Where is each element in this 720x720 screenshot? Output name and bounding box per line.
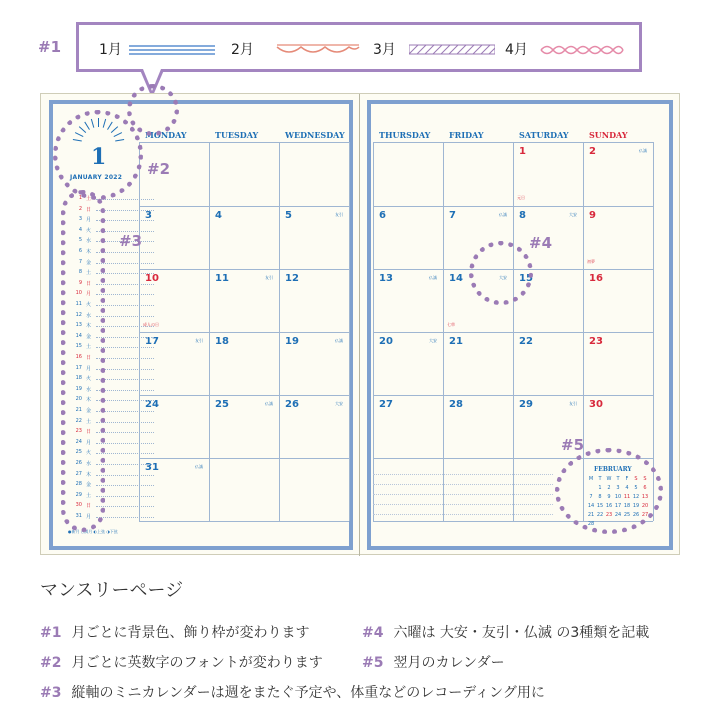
mini-day-weekday: 金: [86, 333, 92, 340]
date-6[interactable]: 6: [379, 210, 386, 221]
grid-line-h: [139, 458, 349, 459]
feature-3: #3 縦軸のミニカレンダーは週をまたぐ予定や、体重などのレコーディング用に: [40, 685, 545, 701]
mini-day-weekday: 月: [86, 365, 92, 372]
next-month-day: 21: [587, 512, 595, 518]
next-month-day: 7: [589, 494, 593, 500]
next-month-day: 10: [614, 494, 622, 500]
next-month-day: 27: [641, 512, 649, 518]
feature-4: #4 六曜は 大安・友引・仏滅 の3種類を記載: [362, 625, 650, 641]
date-14[interactable]: 14: [449, 273, 463, 284]
mini-day-weekday: 月: [86, 439, 92, 446]
mini-day-weekday: 月: [86, 514, 92, 520]
feature-1: #1 月ごとに背景色、飾り枠が変わります: [40, 625, 310, 641]
rokuyo-11: 友引: [265, 275, 273, 280]
callout-circle-4: [469, 241, 533, 305]
pink-loops-swatch: [539, 43, 625, 57]
note-9: 初夢: [587, 259, 595, 264]
rokuyo-17: 友引: [195, 338, 203, 343]
next-month-day: 19: [632, 503, 640, 509]
mini-day-number: 20: [75, 396, 82, 403]
date-25[interactable]: 25: [215, 399, 229, 410]
date-21[interactable]: 21: [449, 336, 463, 347]
date-30[interactable]: 30: [589, 399, 603, 410]
next-month-day: 17: [614, 503, 622, 509]
next-month-day: 20: [641, 503, 649, 509]
date-24[interactable]: 24: [145, 399, 159, 410]
mini-day-weekday: 木: [86, 323, 92, 330]
next-month-title: FEBRUARY: [594, 466, 632, 473]
mini-day-weekday: 火: [86, 450, 92, 457]
feature-2: #2 月ごとに英数字のフォントが変わります: [40, 655, 323, 671]
section-title: マンスリーページ: [40, 580, 184, 601]
grid-line-v: [209, 142, 210, 521]
date-5[interactable]: 5: [285, 210, 292, 221]
mini-day-number: 28: [75, 481, 82, 488]
next-month-day: 15: [596, 503, 604, 509]
next-month-weekday: T: [598, 476, 602, 482]
mini-day-number: 27: [75, 470, 82, 477]
note-line: [373, 514, 553, 515]
date-20[interactable]: 20: [379, 336, 393, 347]
mini-day-weekday: 土: [86, 344, 92, 351]
date-1[interactable]: 1: [519, 146, 526, 157]
date-2[interactable]: 2: [589, 146, 596, 157]
date-29[interactable]: 29: [519, 399, 533, 410]
grid-line-h: [139, 269, 349, 270]
mini-day-number: 26: [75, 460, 82, 466]
month-caption: JANUARY 2022: [70, 174, 123, 181]
rokuyo-26: 大安: [335, 401, 343, 406]
grid-line-v: [513, 142, 514, 521]
mini-day-weekday: 水: [86, 386, 92, 393]
mini-day-number: 1: [78, 195, 82, 201]
coral-swags-swatch: [275, 43, 361, 57]
mini-day-number: 14: [75, 332, 82, 339]
mini-day-number: 31: [75, 513, 82, 519]
mini-day-number: 4: [78, 226, 82, 233]
purple-hatch-swatch: [409, 43, 495, 57]
rokuyo-7: 仏滅: [499, 212, 507, 217]
mini-day-number: 19: [75, 385, 82, 392]
mini-day-weekday: 金: [86, 408, 92, 414]
note-line: [373, 504, 553, 505]
next-month-weekday: T: [616, 476, 620, 482]
next-month-day: 25: [623, 512, 631, 518]
note-line: [373, 494, 553, 495]
mini-day-number: 18: [75, 375, 82, 382]
holiday-10: 成人の日: [143, 322, 159, 327]
date-13[interactable]: 13: [379, 273, 393, 284]
callout-circle-2: [53, 110, 143, 200]
next-month-day: 3: [616, 485, 620, 491]
mini-day-number: 21: [75, 407, 82, 413]
weekday-header: FRIDAY: [449, 130, 484, 140]
date-11[interactable]: 11: [215, 273, 229, 284]
grid-line-h: [139, 521, 349, 522]
mini-day-weekday: 土: [86, 196, 92, 202]
mini-day-weekday: 火: [86, 376, 92, 383]
mini-day-weekday: 月: [86, 217, 92, 224]
next-month-day: 9: [607, 494, 611, 500]
rokuyo-19: 仏滅: [335, 338, 343, 343]
grid-line-h: [139, 332, 349, 333]
date-3[interactable]: 3: [145, 210, 152, 221]
rokuyo-14: 大安: [499, 275, 507, 280]
grid-line-v: [279, 142, 280, 521]
mini-day-weekday: 金: [86, 259, 92, 266]
mini-day-number: 7: [78, 258, 82, 265]
next-month-day: 11: [623, 494, 631, 500]
weekday-header: TUESDAY: [215, 130, 259, 140]
date-31[interactable]: 31: [145, 462, 159, 473]
next-month-day: 26: [632, 512, 640, 518]
legend-label-apr: 4月: [505, 42, 528, 58]
mini-day-weekday: 木: [86, 249, 92, 255]
date-15[interactable]: 15: [519, 273, 533, 284]
next-month-day: 16: [605, 503, 613, 509]
callout-tag-3: #3: [119, 232, 143, 250]
callout-circle-5: [555, 448, 663, 534]
mini-day-number: 3: [78, 216, 82, 223]
callout-tag-4: #4: [529, 234, 553, 252]
weekday-header: MONDAY: [145, 130, 187, 140]
mini-day-number: 24: [75, 438, 82, 445]
date-23[interactable]: 23: [589, 336, 603, 347]
next-month-weekday: F: [625, 476, 629, 482]
spine: [359, 94, 360, 556]
mini-day-number: 11: [75, 301, 82, 307]
mini-day-weekday: 金: [86, 482, 92, 489]
moon-phase-legend: ●新月 ○満月 ◐上弦 ◑下弦: [68, 529, 118, 534]
date-8[interactable]: 8: [519, 210, 526, 221]
note-line: [373, 484, 553, 485]
date-7[interactable]: 7: [449, 210, 456, 221]
next-month-weekday: S: [634, 476, 638, 482]
mini-day-weekday: 土: [86, 270, 92, 277]
weekday-header: THURSDAY: [379, 130, 431, 140]
date-4[interactable]: 4: [215, 210, 222, 221]
next-month-weekday: M: [588, 476, 594, 482]
mini-day-number: 13: [75, 322, 82, 329]
mini-day-weekday: 木: [86, 397, 92, 404]
frame-legend-box: [76, 22, 642, 72]
next-month-weekday: S: [643, 476, 647, 482]
mini-day-weekday: 土: [86, 492, 92, 499]
date-9[interactable]: 9: [589, 210, 596, 221]
rokuyo-29: 友引: [569, 401, 577, 406]
date-19[interactable]: 19: [285, 336, 299, 347]
next-month-weekday: W: [606, 476, 612, 482]
date-10[interactable]: 10: [145, 273, 159, 284]
rokuyo-31: 仏滅: [195, 464, 203, 469]
holiday-1: 元日: [517, 195, 525, 200]
blue-lines-swatch: [129, 43, 215, 57]
monthly-planner-spread: [40, 93, 680, 555]
mini-day-number: 22: [75, 417, 82, 424]
legend-label-jan: 1月: [99, 42, 122, 58]
mini-day-line: [96, 517, 154, 518]
weekday-header: WEDNESDAY: [285, 130, 345, 140]
next-month-day: 28: [587, 521, 595, 527]
mini-day-weekday: 月: [86, 291, 92, 298]
callout-pill-3: [61, 190, 105, 532]
rokuyo-13: 仏滅: [429, 275, 437, 280]
callout-tag-1: #1: [38, 38, 62, 56]
mini-day-weekday: 日: [86, 503, 92, 510]
note-14: 七草: [447, 322, 455, 327]
date-27[interactable]: 27: [379, 399, 393, 410]
date-16[interactable]: 16: [589, 273, 603, 284]
mini-day-number: 23: [75, 428, 82, 435]
grid-line-h: [139, 142, 349, 143]
next-month-day: 14: [587, 503, 595, 509]
mini-day-weekday: 日: [86, 355, 92, 361]
date-22[interactable]: 22: [519, 336, 533, 347]
mini-day-number: 17: [75, 364, 82, 371]
weekday-header: SATURDAY: [519, 130, 569, 140]
date-17[interactable]: 17: [145, 336, 159, 347]
mini-day-weekday: 日: [86, 206, 92, 213]
mini-day-weekday: 火: [86, 302, 92, 308]
rokuyo-25: 仏滅: [265, 401, 273, 406]
legend-label-feb: 2月: [231, 42, 254, 58]
grid-line-v: [373, 142, 374, 521]
mini-day-number: 16: [75, 354, 82, 360]
next-month-day: 18: [623, 503, 631, 509]
mini-day-number: 10: [75, 290, 82, 297]
mini-day-number: 2: [78, 205, 82, 212]
next-month-day: 8: [598, 494, 602, 500]
next-month-day: 5: [634, 485, 638, 491]
mini-day-weekday: 日: [86, 429, 92, 436]
rokuyo-2: 仏滅: [639, 148, 647, 153]
grid-line-v: [349, 142, 350, 521]
mini-day-weekday: 木: [86, 471, 92, 478]
next-month-day: 1: [598, 485, 602, 491]
rokuyo-8: 大安: [569, 212, 577, 217]
callout-tag-2: #2: [147, 160, 171, 178]
grid-line-h: [139, 395, 349, 396]
next-month-day: 13: [641, 494, 649, 500]
mini-day-number: 9: [78, 279, 82, 286]
next-month-day: 24: [614, 512, 622, 518]
rokuyo-5: 友引: [335, 212, 343, 217]
next-month-day: 23: [605, 512, 613, 518]
mini-day-weekday: 水: [86, 238, 92, 245]
next-month-day: 12: [632, 494, 640, 500]
mini-day-number: 6: [78, 248, 82, 254]
grid-line-h: [139, 206, 349, 207]
next-month-day: 2: [607, 485, 611, 491]
mini-day-weekday: 水: [86, 461, 92, 467]
mini-day-number: 12: [75, 311, 82, 318]
next-month-day: 6: [643, 485, 647, 491]
note-line: [373, 474, 553, 475]
mini-day-number: 15: [75, 343, 82, 350]
mini-day-number: 8: [78, 269, 82, 276]
next-month-day: 4: [625, 485, 629, 491]
legend-label-mar: 3月: [373, 42, 396, 58]
month-number: 1: [91, 144, 107, 170]
weekday-header: SUNDAY: [589, 130, 628, 140]
mini-day-weekday: 土: [86, 418, 92, 425]
rokuyo-20: 大安: [429, 338, 437, 343]
feature-5: #5 翌月のカレンダー: [362, 655, 505, 671]
date-28[interactable]: 28: [449, 399, 463, 410]
mini-day-number: 29: [75, 491, 82, 498]
date-12[interactable]: 12: [285, 273, 299, 284]
date-26[interactable]: 26: [285, 399, 299, 410]
mini-day-weekday: 火: [86, 227, 92, 234]
date-18[interactable]: 18: [215, 336, 229, 347]
mini-day-number: 25: [75, 449, 82, 456]
callout-tag-5: #5: [561, 436, 585, 454]
mini-day-number: 30: [75, 502, 82, 509]
mini-day-weekday: 水: [86, 312, 92, 319]
mini-day-weekday: 日: [86, 280, 92, 287]
mini-day-number: 5: [78, 237, 82, 244]
next-month-day: 22: [596, 512, 604, 518]
grid-line-v: [443, 142, 444, 521]
grid-line-v: [653, 142, 654, 521]
